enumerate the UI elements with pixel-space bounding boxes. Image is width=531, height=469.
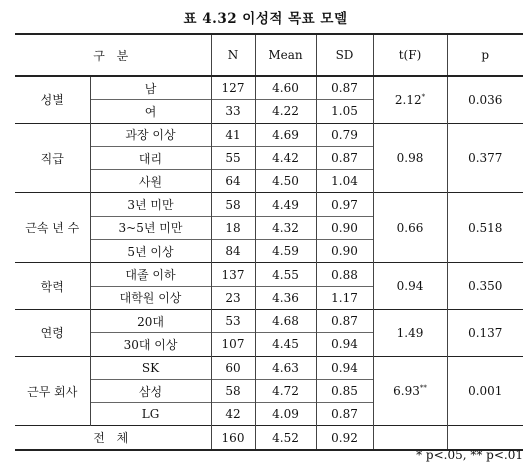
row-label: 3~5년 미만 bbox=[90, 216, 211, 239]
total-n: 160 bbox=[211, 426, 255, 451]
row-sd: 0.97 bbox=[316, 193, 373, 216]
group-p-value: 0.001 bbox=[447, 356, 523, 426]
row-sd: 0.85 bbox=[316, 379, 373, 402]
row-sd: 0.87 bbox=[316, 309, 373, 332]
row-sd: 0.87 bbox=[316, 76, 373, 100]
row-n: 107 bbox=[211, 333, 255, 356]
group-t-value bbox=[373, 123, 447, 193]
row-sd: 1.04 bbox=[316, 170, 373, 193]
t-value: 2.12 bbox=[394, 92, 422, 107]
row-label: 20대 bbox=[90, 309, 211, 332]
row-label: 대졸 이하 bbox=[90, 263, 211, 286]
row-label: SK bbox=[90, 356, 211, 379]
row-label: 5년 이상 bbox=[90, 240, 211, 263]
row-n: 58 bbox=[211, 379, 255, 402]
row-sd: 0.88 bbox=[316, 263, 373, 286]
row-mean: 4.50 bbox=[255, 170, 316, 193]
row-label: LG bbox=[90, 403, 211, 426]
table-row bbox=[15, 123, 523, 146]
row-label: 30대 이상 bbox=[90, 333, 211, 356]
group-p-value: 0.518 bbox=[447, 193, 523, 263]
total-row bbox=[15, 426, 523, 451]
header-group: 구 분 bbox=[15, 34, 211, 76]
row-mean: 4.55 bbox=[255, 263, 316, 286]
row-mean: 4.36 bbox=[255, 286, 316, 309]
row-mean: 4.69 bbox=[255, 123, 316, 146]
row-n: 33 bbox=[211, 100, 255, 123]
row-label: 남 bbox=[90, 76, 211, 100]
group-p-value: 0.036 bbox=[447, 76, 523, 123]
t-value: 6.93 bbox=[393, 384, 420, 398]
row-mean: 4.42 bbox=[255, 146, 316, 169]
header-row bbox=[15, 34, 523, 76]
t-value: 0.66 bbox=[396, 220, 424, 235]
row-mean: 4.09 bbox=[255, 403, 316, 426]
t-value: 0.98 bbox=[396, 151, 424, 166]
table-title: 표 4.32 이성적 목표 모델 bbox=[183, 11, 348, 27]
total-label: 전 체 bbox=[15, 426, 211, 451]
row-n: 137 bbox=[211, 263, 255, 286]
group-name: 학력 bbox=[15, 263, 90, 310]
row-n: 18 bbox=[211, 216, 255, 239]
header-sd: SD bbox=[316, 34, 373, 76]
table-row bbox=[15, 263, 523, 286]
row-n: 41 bbox=[211, 123, 255, 146]
row-mean: 4.45 bbox=[255, 333, 316, 356]
row-mean: 4.22 bbox=[255, 100, 316, 123]
group-p-value: 0.137 bbox=[447, 309, 523, 356]
table-row bbox=[15, 193, 523, 216]
row-n: 58 bbox=[211, 193, 255, 216]
row-sd: 0.94 bbox=[316, 333, 373, 356]
row-n: 55 bbox=[211, 146, 255, 169]
header-t: t(F) bbox=[373, 34, 447, 76]
table-row bbox=[15, 76, 523, 100]
t-value: 1.49 bbox=[396, 325, 424, 340]
row-sd: 0.90 bbox=[316, 240, 373, 263]
group-name: 근무 회사 bbox=[15, 356, 90, 426]
total-mean: 4.52 bbox=[255, 426, 316, 451]
row-sd: 0.87 bbox=[316, 403, 373, 426]
row-n: 23 bbox=[211, 286, 255, 309]
row-label: 대학원 이상 bbox=[90, 286, 211, 309]
header-p: p bbox=[447, 34, 523, 76]
row-sd: 1.17 bbox=[316, 286, 373, 309]
row-mean: 4.59 bbox=[255, 240, 316, 263]
row-mean: 4.32 bbox=[255, 216, 316, 239]
row-sd: 1.05 bbox=[316, 100, 373, 123]
row-n: 60 bbox=[211, 356, 255, 379]
t-value: 0.94 bbox=[396, 279, 424, 294]
group-t-value bbox=[373, 193, 447, 263]
group-name: 직급 bbox=[15, 123, 90, 193]
row-sd: 0.90 bbox=[316, 216, 373, 239]
row-n: 53 bbox=[211, 309, 255, 332]
row-label: 사원 bbox=[90, 170, 211, 193]
header-mean: Mean bbox=[255, 34, 316, 76]
total-p-empty bbox=[447, 426, 523, 451]
group-t-value bbox=[373, 309, 447, 356]
total-t-empty bbox=[373, 426, 447, 451]
group-t-value bbox=[373, 76, 447, 123]
row-label: 대리 bbox=[90, 146, 211, 169]
row-n: 42 bbox=[211, 403, 255, 426]
group-p-value: 0.377 bbox=[447, 123, 523, 193]
group-name: 연령 bbox=[15, 309, 90, 356]
footnote: * p<.05, ** p<.01 bbox=[416, 448, 523, 462]
row-label: 과장 이상 bbox=[90, 123, 211, 146]
row-label: 3년 미만 bbox=[90, 193, 211, 216]
row-sd: 0.87 bbox=[316, 146, 373, 169]
row-n: 84 bbox=[211, 240, 255, 263]
group-t-value bbox=[373, 356, 447, 426]
row-n: 64 bbox=[211, 170, 255, 193]
group-t-value bbox=[373, 263, 447, 310]
row-mean: 4.63 bbox=[255, 356, 316, 379]
row-label: 여 bbox=[90, 100, 211, 123]
row-label: 삼성 bbox=[90, 379, 211, 402]
row-mean: 4.49 bbox=[255, 193, 316, 216]
row-mean: 4.72 bbox=[255, 379, 316, 402]
row-n: 127 bbox=[211, 76, 255, 100]
row-mean: 4.60 bbox=[255, 76, 316, 100]
group-name: 성별 bbox=[15, 76, 90, 123]
row-sd: 0.79 bbox=[316, 123, 373, 146]
total-sd: 0.92 bbox=[316, 426, 373, 451]
header-n: N bbox=[211, 34, 255, 76]
group-p-value: 0.350 bbox=[447, 263, 523, 310]
table-row bbox=[15, 309, 523, 332]
significance-mark: * bbox=[421, 92, 426, 101]
statistics-table bbox=[15, 33, 523, 451]
group-name: 근속 년 수 bbox=[15, 193, 90, 263]
row-mean: 4.68 bbox=[255, 309, 316, 332]
table-row bbox=[15, 356, 523, 379]
significance-mark: ** bbox=[419, 384, 427, 392]
row-sd: 0.94 bbox=[316, 356, 373, 379]
